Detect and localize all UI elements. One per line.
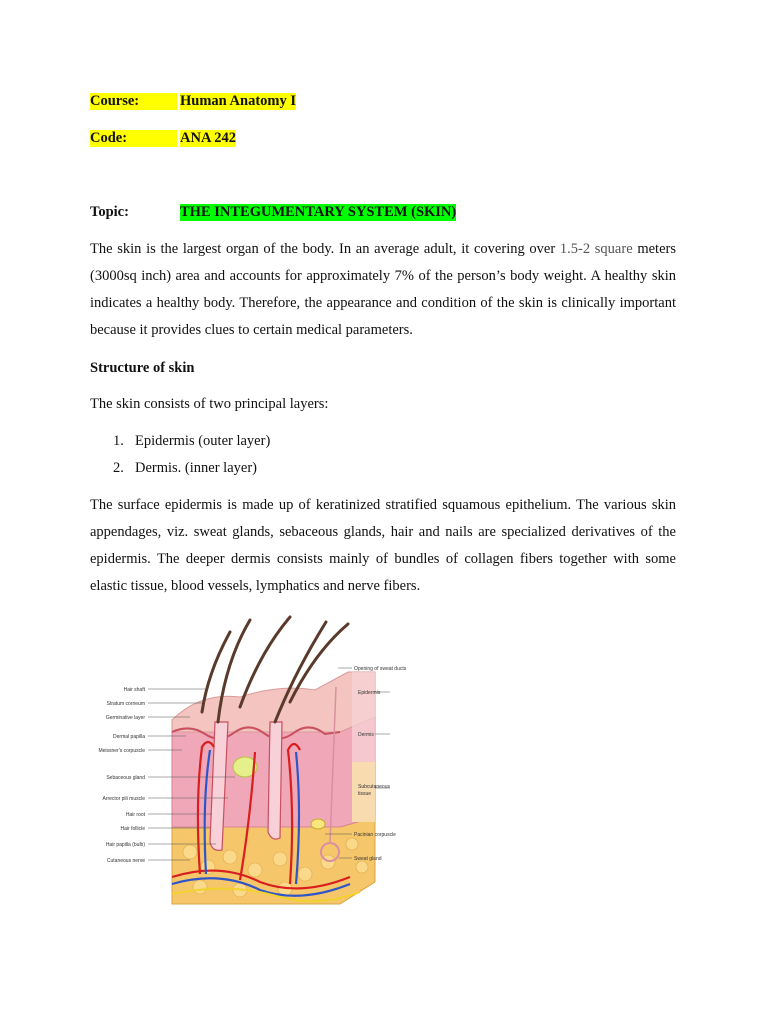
intro-paragraph bbox=[90, 236, 676, 344]
intro-text-after: meters (3000sq inch) area and accounts for approximately 7% of the person’s body weight. A healthy skin indicates a healthy body. Therefore, the appearance and condition of the skin is clinically important because it provides clues to certain medical parameters. bbox=[90, 241, 676, 338]
label-arrector-pili: Arrector pili muscle bbox=[102, 796, 145, 802]
label-sweat-ducts: Opening of sweat ducts bbox=[354, 666, 407, 672]
course-label: Course: bbox=[90, 93, 177, 110]
skin-cross-section-figure bbox=[90, 612, 410, 908]
label-epidermis: Epidermis bbox=[358, 690, 381, 696]
intro-highlight: 1.5-2 square bbox=[559, 241, 633, 257]
label-subcutaneous: Subcutaneous bbox=[358, 784, 390, 790]
topic-label: Topic: bbox=[90, 204, 129, 220]
label-cutaneous-nerve: Cutaneous nerve bbox=[106, 858, 145, 864]
label-stratum-corneum: Stratum corneum bbox=[106, 701, 145, 707]
label-dermis: Dermis bbox=[358, 732, 374, 738]
label-germinative-layer: Germinative layer bbox=[105, 715, 145, 721]
code-label: Code: bbox=[90, 130, 177, 147]
list-item: 2. Dermis. (inner layer) bbox=[113, 460, 257, 476]
layers-list bbox=[113, 428, 270, 482]
label-hair-shaft: Hair shaft bbox=[123, 687, 145, 693]
label-hair-follicle: Hair follicle bbox=[120, 826, 145, 832]
left-labels bbox=[98, 687, 145, 864]
label-sweat-gland: Sweat gland bbox=[354, 856, 382, 862]
structure-body: The surface epidermis is made up of keratinized stratified squamous epithelium. The various skin appendages, viz. sweat glands, sebaceous glands, hair and nails are specialized derivatives of the epidermis. The deeper dermis consists mainly of bundles of collagen fibers together with some elastic tissue, blood vessels, lymphatics and nerve fibers. bbox=[90, 497, 676, 594]
label-pacinian: Pacinian corpuscle bbox=[354, 832, 396, 838]
topic-value: THE INTEGUMENTARY SYSTEM (SKIN) bbox=[180, 204, 457, 220]
label-dermal-papilla: Dermal papilla bbox=[113, 734, 145, 740]
code-value: ANA 242 bbox=[180, 130, 236, 146]
pacinian-corpuscle bbox=[311, 819, 325, 829]
structure-lead: The skin consists of two principal layers: bbox=[90, 396, 329, 412]
label-sebaceous-gland: Sebaceous gland bbox=[106, 775, 145, 781]
course-value: Human Anatomy I bbox=[180, 93, 297, 109]
structure-heading: Structure of skin bbox=[90, 360, 195, 376]
label-hair-root: Hair root bbox=[125, 812, 145, 818]
label-hair-papilla: Hair papilla (bulb) bbox=[105, 842, 145, 848]
skin-diagram bbox=[90, 612, 410, 908]
label-meissner: Meissner's corpuscle bbox=[98, 748, 145, 754]
intro-text-before: The skin is the largest organ of the body. In an average adult, it covering over bbox=[90, 241, 560, 257]
label-tissue: tissue bbox=[358, 791, 372, 797]
list-item: 1. Epidermis (outer layer) bbox=[113, 433, 271, 449]
